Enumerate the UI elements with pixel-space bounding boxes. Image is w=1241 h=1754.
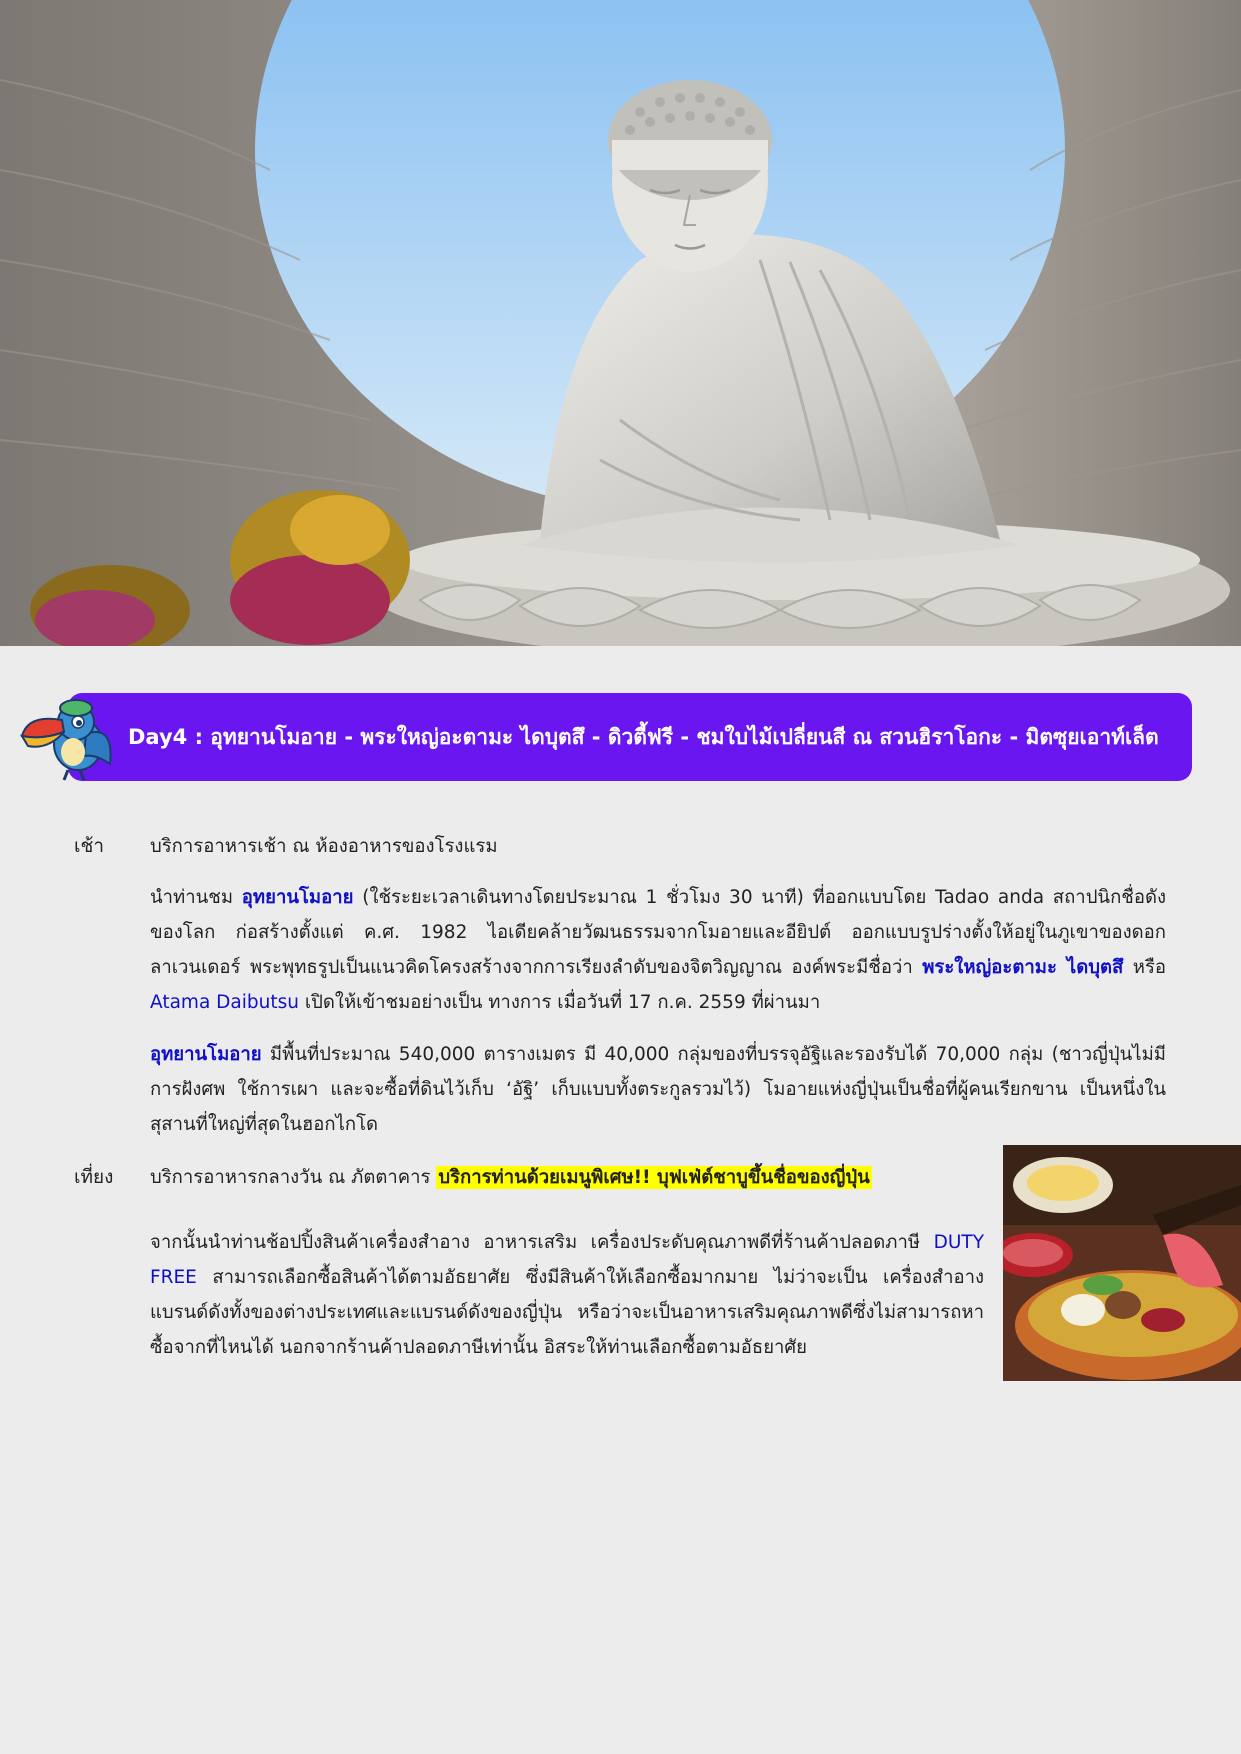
- lunch-highlight: บริการท่านด้วยเมนูพิเศษ!! บุฟเฟ่ต์ชาบูขึ้นชื่อของญี่ปุ่น: [438, 1167, 870, 1188]
- day-banner-title: [128, 721, 1159, 754]
- moai-park-paragraph: [150, 880, 1166, 1020]
- duty-free-paragraph: [150, 1225, 984, 1365]
- morning-label: เช้า: [74, 835, 105, 857]
- p1-text-b: (ใช้ระยะเวลาเดินทางโดยประมาณ 1 ชั่วโมง 30 นาที) ที่ออกแบบโดย Tadao anda สถาปนิกชื่อดังของโลก ก่อสร้างตั้งแต่ ค.ศ. 1982 ไอเดียคล้ายวัฒนธรรมจากโมอายและอียิปต์ ออกแบบรูปร่างตั้งให้อยู่ในภูเขาของดอกลาเวนเดอร์ พระพุทธรูปเป็นแนวคิดโครงสร้างจากการเรียงลำดับของจิตวิญญาณ องค์พระมีชื่อว่า: [150, 887, 1166, 978]
- hero-illustration: [0, 0, 1241, 646]
- atama-buddha-highlight: พระใหญ่อะตามะ ไดบุตสึ: [922, 957, 1124, 978]
- noon-label: เที่ยง: [74, 1166, 114, 1188]
- shabu-illustration: [1003, 1145, 1241, 1381]
- lunch-text-plain: บริการอาหารกลางวัน ณ ภัตตาคาร: [150, 1167, 437, 1188]
- p3-text-a: จากนั้นนำท่านช้อปปิ้งสินค้าเครื่องสำอาง อาหารเสริม เครื่องประดับคุณภาพดีที่ร้านค้าปลอดภาษี: [150, 1232, 934, 1253]
- day-label: Day4 :: [128, 724, 203, 749]
- p1-text-c: หรือ: [1123, 957, 1167, 978]
- day-banner-bar: [68, 693, 1192, 781]
- moai-area-paragraph: [150, 1037, 1166, 1142]
- shabu-shabu-photo: [1003, 1145, 1241, 1381]
- moai-park-highlight-2: อุทยานโมอาย: [150, 1044, 262, 1065]
- p2-text-a: มีพื้นที่ประมาณ 540,000 ตารางเมตร มี 40,000 กลุ่มของที่บรรจุอัฐิและรองรับได้ 70,000 กลุ่ม (ชาวญี่ปุ่นไม่มีการฝังศพ ใช้การเผา และจะซื้อที่ดินไว้เก็บ ‘อัฐิ’ เก็บแบบทั้งตระกูลรวมไว้) โมอายแห่งญี่ปุ่นเป็นชื่อที่ผู้คนเรียกขาน เป็นหนึ่งในสุสานที่ใหญ่ที่สุดในฮอกไกโด: [150, 1044, 1166, 1135]
- hero-photo-atama-daibutsu: [0, 0, 1241, 646]
- toucan-mascot-icon: [18, 684, 114, 784]
- duty-free-highlight: DUTY FREE: [150, 1232, 984, 1288]
- breakfast-text: บริการอาหารเช้า ณ ห้องอาหารของโรงแรม: [150, 836, 498, 857]
- day-banner: [18, 684, 1192, 784]
- moai-park-highlight: อุทยานโมอาย: [241, 887, 354, 908]
- p1-text-d: เปิดให้เข้าชมอย่างเป็น ทางการ เมื่อวันที่ 17 ก.ค. 2559 ที่ผ่านมา: [298, 992, 821, 1013]
- p1-text-a: นำท่านชม: [150, 887, 242, 908]
- p3-text-b: สามารถเลือกซื้อสินค้าได้ตามอัธยาศัย ซึ่งมีสินค้าให้เลือกซื้อมากมาย ไม่ว่าจะเป็น เครื่องสำอางแบรนด์ดังทั้งของต่างประเทศและแบรนด์ดังของญี่ปุ่น หรือว่าจะเป็นอาหารเสริมคุณภาพดีซึ่งไม่สามารถหาซื้อจากที่ไหนได้ นอกจากร้านค้าปลอดภาษีเท่านั้น อิสระให้ท่านเลือกซื้อตามอัธยาศัย: [150, 1267, 984, 1358]
- atama-daibutsu-en: Atama Daibutsu: [150, 992, 299, 1013]
- day-itinerary-title: อุทยานโมอาย - พระใหญ่อะตามะ ไดบุตสึ - ดิวตี้ฟรี - ชมใบไม้เปลี่ยนสี ณ สวนฮิราโอกะ - มิตซุยเอาท์เล็ต: [210, 724, 1159, 749]
- lunch-text: [150, 1160, 984, 1195]
